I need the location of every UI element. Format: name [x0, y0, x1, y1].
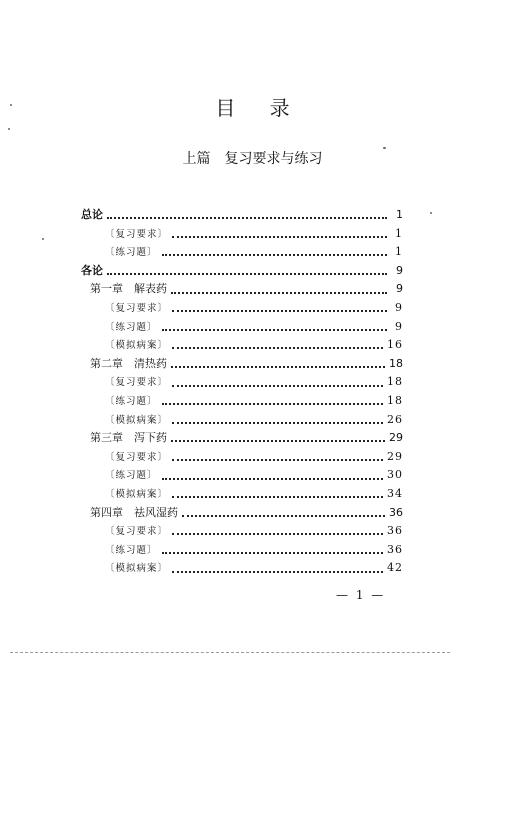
toc-entry-label: 〔模拟病案〕: [105, 340, 169, 352]
toc-entry: [81, 318, 403, 337]
scan-speck: [8, 128, 10, 130]
toc-entry: [81, 225, 403, 244]
toc-entry-label: 各论: [81, 263, 103, 277]
toc-entry-page: 29: [389, 431, 403, 445]
toc-entry-label: 〔复习要求〕: [105, 526, 169, 538]
toc-entry-label: 第二章 清热药: [90, 356, 167, 370]
scan-speck: [430, 212, 432, 214]
page-number: — 1 —: [336, 588, 386, 602]
toc-entry: [81, 485, 403, 504]
toc-leader-dots: [171, 436, 385, 442]
toc-leader-dots: [171, 362, 385, 368]
toc-leader-dots: [172, 343, 383, 349]
toc-leader-dots: [107, 269, 387, 275]
toc-entry: [81, 206, 403, 225]
toc-leader-dots: [172, 306, 387, 312]
scan-speck: [383, 147, 386, 149]
toc-entry-label: 第三章 泻下药: [90, 431, 167, 445]
toc-entry: [81, 448, 403, 467]
toc-entry-page: 29: [387, 449, 403, 463]
toc-entry-label: 第四章 祛风湿药: [90, 505, 178, 519]
toc-entry: [81, 392, 403, 411]
toc-entry-page: 36: [389, 505, 403, 519]
scan-artifact-line: [10, 652, 450, 653]
toc-entry-page: 30: [387, 468, 403, 482]
scan-speck: [42, 238, 44, 240]
toc-entry-label: 〔复习要求〕: [105, 302, 169, 314]
toc-entry-label: 〔练习题〕: [105, 247, 158, 259]
toc-entry-page: 18: [387, 375, 403, 389]
toc-entry-label: 〔练习题〕: [105, 321, 158, 333]
toc-entry: [81, 299, 403, 318]
toc-entry-page: 9: [396, 263, 403, 277]
toc-entry-label: 〔模拟病案〕: [105, 563, 169, 575]
toc-entry: [81, 243, 403, 262]
part-title-prefix: 上篇: [182, 151, 211, 167]
toc-leader-dots: [182, 511, 385, 517]
table-of-contents: [81, 206, 403, 578]
toc-entry: [81, 280, 403, 299]
toc-leader-dots: [171, 288, 387, 294]
toc-leader-dots: [172, 529, 383, 535]
toc-entry-label: 总论: [81, 208, 103, 221]
toc-leader-dots: [172, 232, 387, 238]
toc-entry-label: 〔模拟病案〕: [105, 488, 169, 500]
toc-leader-dots: [162, 250, 387, 256]
page-title: 目 录: [215, 96, 304, 120]
toc-leader-dots: [172, 492, 383, 498]
toc-entry: [81, 559, 403, 578]
toc-entry: [81, 429, 403, 448]
toc-entry: [81, 541, 403, 560]
toc-entry: [81, 411, 403, 430]
toc-leader-dots: [172, 381, 383, 387]
toc-entry-label: 〔练习题〕: [105, 544, 158, 556]
toc-entry-label: 〔复习要求〕: [105, 228, 169, 240]
toc-leader-dots: [162, 325, 387, 331]
toc-entry-page: 9: [395, 300, 403, 314]
toc-entry: [81, 355, 403, 374]
toc-entry-page: 16: [387, 338, 403, 352]
toc-leader-dots: [172, 418, 383, 424]
toc-leader-dots: [107, 213, 387, 219]
toc-leader-dots: [162, 399, 383, 405]
toc-entry: [81, 522, 403, 541]
toc-leader-dots: [162, 474, 383, 480]
toc-leader-dots: [172, 455, 383, 461]
toc-entry-page: 42: [387, 561, 403, 575]
toc-entry-label: 〔复习要求〕: [105, 377, 169, 389]
toc-entry-page: 9: [395, 319, 403, 333]
scan-speck: [10, 104, 12, 106]
toc-entry-page: 1: [396, 208, 403, 221]
toc-entry-page: 1: [395, 245, 403, 259]
part-title-text: 复习要求与练习: [224, 151, 323, 167]
toc-entry-label: 第一章 解表药: [90, 282, 167, 296]
toc-entry-page: 36: [387, 542, 403, 556]
toc-entry: [81, 336, 403, 355]
toc-entry-page: 18: [387, 393, 403, 407]
part-title: [0, 148, 505, 168]
toc-entry-page: 26: [387, 412, 403, 426]
toc-entry-page: 18: [389, 356, 403, 370]
toc-entry: [81, 262, 403, 281]
toc-leader-dots: [162, 548, 383, 554]
toc-entry-label: 〔模拟病案〕: [105, 414, 169, 426]
toc-entry: [81, 373, 403, 392]
toc-entry-page: 1: [395, 226, 403, 240]
toc-entry: [81, 504, 403, 523]
toc-entry-page: 36: [387, 524, 403, 538]
toc-entry: [81, 466, 403, 485]
toc-entry-label: 〔练习题〕: [105, 395, 158, 407]
toc-entry-page: 34: [387, 486, 403, 500]
toc-entry-label: 〔复习要求〕: [105, 451, 169, 463]
toc-leader-dots: [172, 567, 383, 573]
toc-entry-label: 〔练习题〕: [105, 470, 158, 482]
toc-entry-page: 9: [396, 282, 403, 296]
